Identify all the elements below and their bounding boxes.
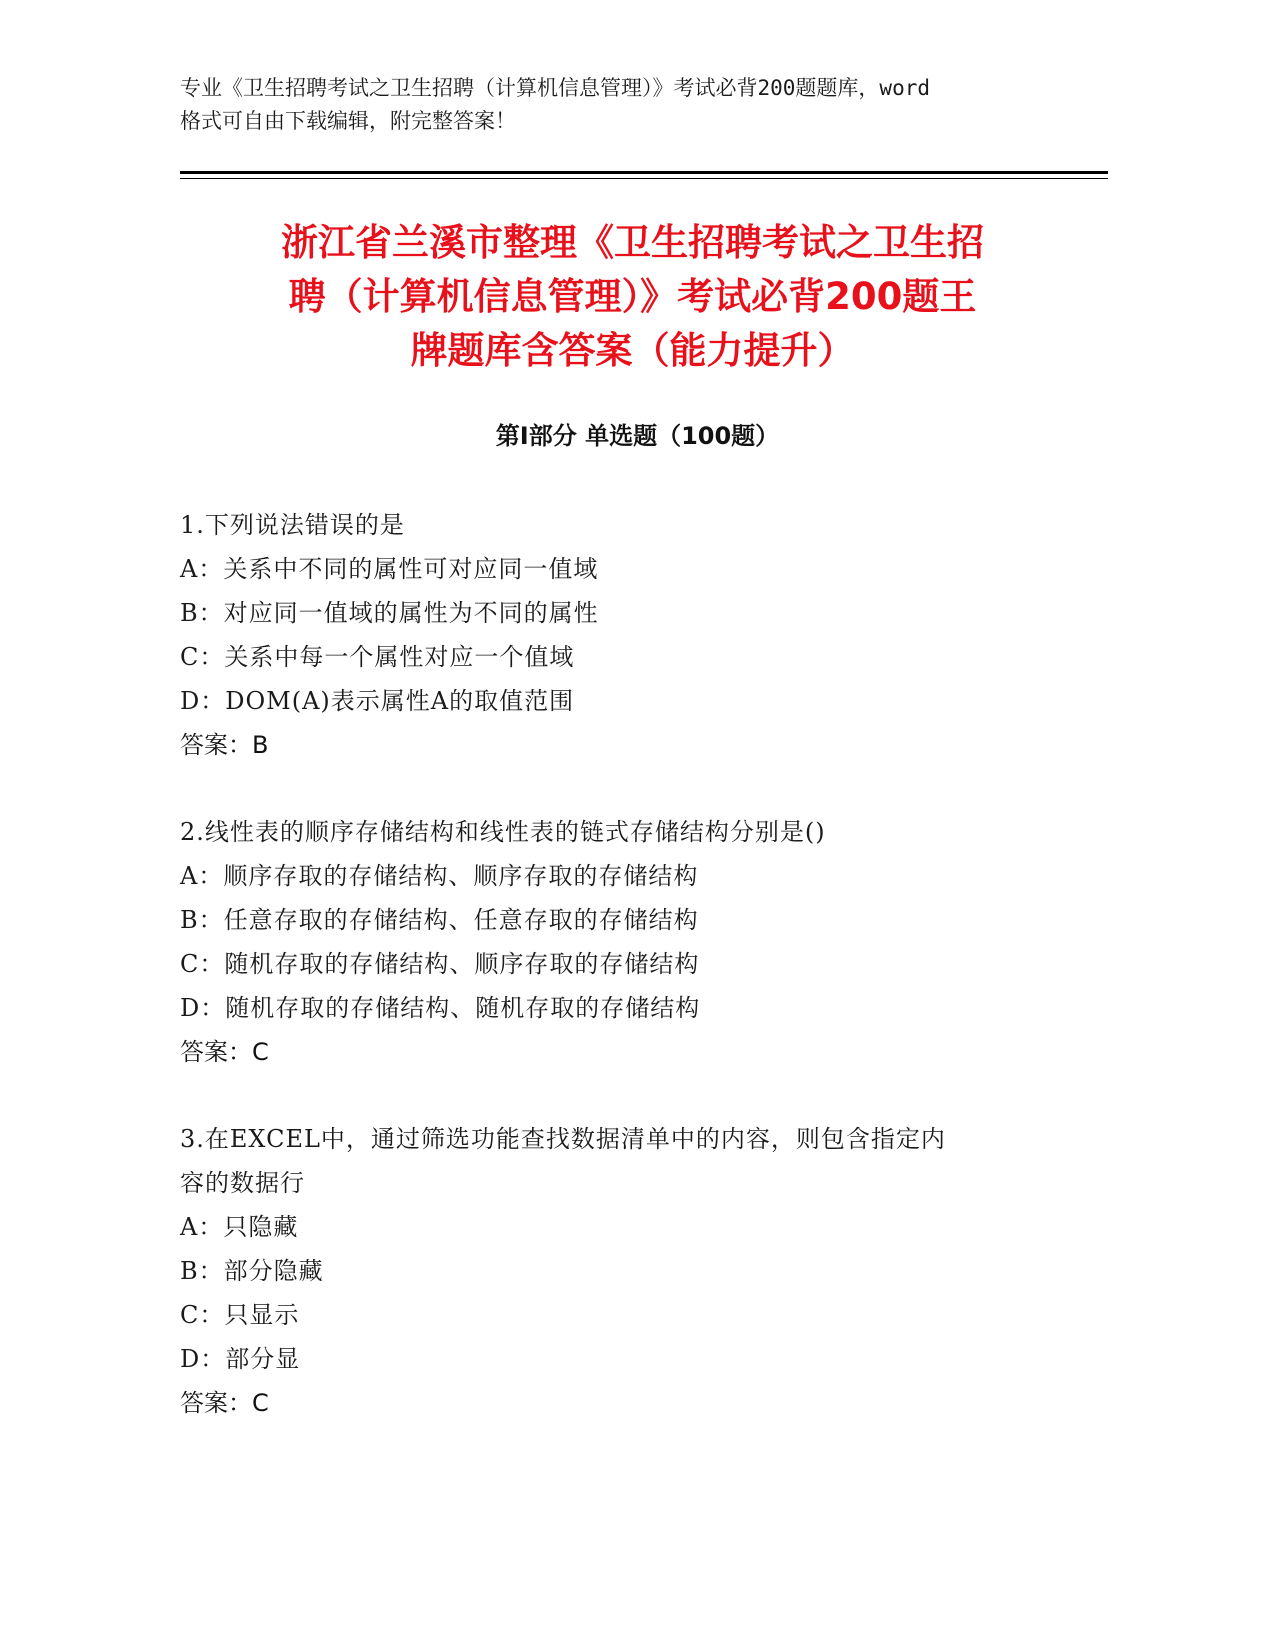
question-stem: 2.线性表的顺序存储结构和线性表的链式存储结构分别是(): [180, 818, 826, 846]
option-b: B：部分隐藏: [180, 1257, 324, 1285]
option-c: C：关系中每一个属性对应一个值域: [180, 643, 575, 671]
question-2: [180, 810, 1050, 1074]
document-header-note: [180, 72, 1080, 138]
option-d: D：部分显: [180, 1345, 301, 1373]
question-stem: 1.下列说法错误的是: [180, 511, 405, 539]
header-divider-thin: [180, 178, 1108, 179]
document-title: [150, 216, 1115, 378]
header-divider-thick: [180, 171, 1108, 174]
answer: 答案：C: [180, 1038, 269, 1066]
option-b: B：对应同一值域的属性为不同的属性: [180, 599, 599, 627]
option-c: C：随机存取的存储结构、顺序存取的存储结构: [180, 950, 700, 978]
option-c: C：只显示: [180, 1301, 300, 1329]
question-stem-line-2: 容的数据行: [180, 1169, 305, 1197]
question-list: [180, 503, 1050, 1468]
question-3: [180, 1117, 1050, 1425]
title-line-2: 聘（计算机信息管理）》考试必背200题王: [288, 275, 977, 318]
option-d: D：DOM(A)表示属性A的取值范围: [180, 687, 575, 715]
question-1: [180, 503, 1050, 767]
answer: 答案：C: [180, 1389, 269, 1417]
section-title: 第Ⅰ部分 单选题（100题）: [495, 422, 780, 450]
option-a: A：只隐藏: [180, 1213, 299, 1241]
title-line-1: 浙江省兰溪市整理《卫生招聘考试之卫生招: [281, 221, 984, 264]
option-d: D：随机存取的存储结构、随机存取的存储结构: [180, 994, 701, 1022]
title-line-3: 牌题库含答案（能力提升）: [410, 329, 855, 372]
option-a: A：关系中不同的属性可对应同一值域: [180, 555, 599, 583]
header-line-2: 格式可自由下载编辑，附完整答案！: [180, 109, 516, 133]
header-line-1: 专业《卫生招聘考试之卫生招聘（计算机信息管理）》考试必背200题题库，word: [180, 76, 930, 100]
answer: 答案：B: [180, 731, 269, 759]
question-stem-line-1: 3.在EXCEL中，通过筛选功能查找数据清单中的内容，则包含指定内: [180, 1125, 946, 1153]
option-b: B：任意存取的存储结构、任意存取的存储结构: [180, 906, 699, 934]
option-a: A：顺序存取的存储结构、顺序存取的存储结构: [180, 862, 699, 890]
